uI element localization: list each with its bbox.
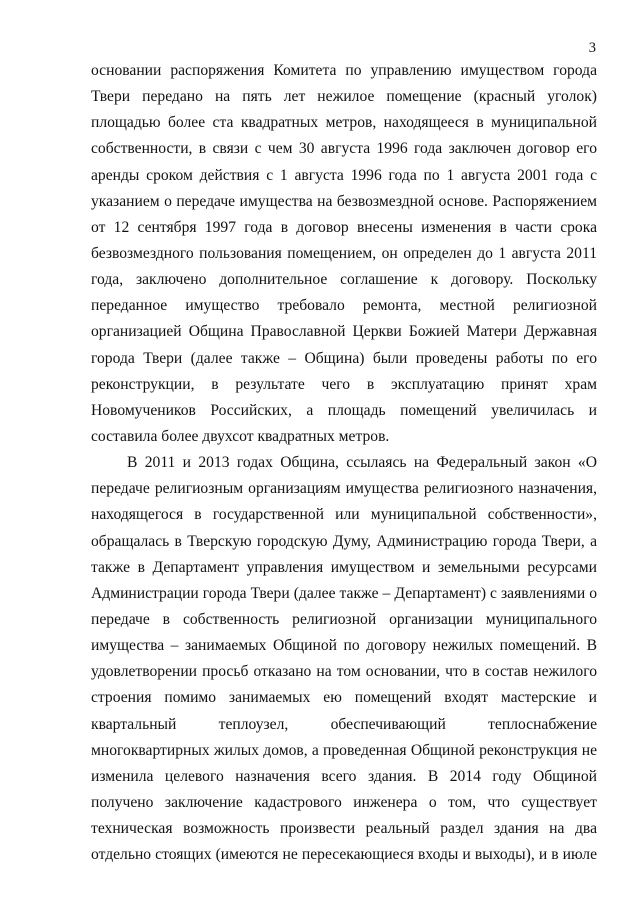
text-line: Новомучеников Российских, а площадь помещений увеличилась и bbox=[91, 401, 597, 419]
text-line: В 2011 и 2013 годах Община, ссылаясь на Федеральный закон «О bbox=[127, 454, 597, 472]
text-line: находящегося в государственной или муниципальной собственности», bbox=[91, 506, 597, 524]
text-line: техническая возможность произвести реальный раздел здания на два bbox=[91, 820, 597, 838]
text-line: отдельно стоящих (имеются не пересекающиеся входы и выходы), и в июле bbox=[91, 846, 597, 864]
document-body bbox=[91, 58, 597, 868]
text-line: аренды сроком действия с 1 августа 1996 года по 1 августа 2001 года с bbox=[91, 166, 597, 184]
text-line: также в Департамент управления имуществом и земельными ресурсами bbox=[91, 558, 597, 576]
text-line: Твери передано на пять лет нежилое помещение (красный уголок) bbox=[91, 88, 597, 106]
page-number: 3 bbox=[588, 40, 596, 56]
text-line: переданное имущество требовало ремонта, местной религиозной bbox=[91, 297, 597, 315]
text-line: площадью более ста квадратных метров, находящееся в муниципальной bbox=[91, 114, 597, 132]
text-line: от 12 сентября 1997 года в договор внесены изменения в части срока bbox=[91, 218, 597, 236]
text-line: квартальный теплоузел, обеспечивающий теплоснабжение bbox=[91, 715, 597, 733]
text-line: безвозмездного пользования помещением, он определен до 1 августа 2011 bbox=[91, 244, 597, 262]
text-line: города Твери (далее также – Община) были проведены работы по его bbox=[91, 349, 597, 367]
text-line: передаче в собственность религиозной организации муниципального bbox=[91, 610, 597, 628]
paragraph-1 bbox=[91, 58, 597, 450]
text-line: указанием о передаче имущества на безвозмездной основе. Распоряжением bbox=[91, 192, 597, 210]
paragraph-2 bbox=[91, 450, 597, 868]
text-line: основании распоряжения Комитета по управлению имуществом города bbox=[91, 62, 597, 79]
text-line: удовлетворении просьб отказано на том основании, что в состав нежилого bbox=[91, 663, 597, 681]
text-line: собственности, в связи с чем 30 августа 1996 года заключен договор его bbox=[91, 140, 597, 158]
text-line: составила более двухсот квадратных метров. bbox=[91, 427, 390, 445]
text-line: реконструкции, в результате чего в эксплуатацию принят храм bbox=[91, 375, 597, 393]
text-line: передаче религиозным организациям имущества религиозного назначения, bbox=[91, 480, 597, 498]
text-line: получено заключение кадастрового инженера о том, что существует bbox=[91, 793, 597, 811]
text-line: имущества – занимаемых Общиной по договору нежилых помещений. В bbox=[91, 637, 597, 655]
text-line: строения помимо занимаемых ею помещений входят мастерские и bbox=[91, 689, 597, 707]
text-line: организацией Община Православной Церкви Божией Матери Державная bbox=[91, 323, 597, 341]
text-line: года, заключено дополнительное соглашение к договору. Поскольку bbox=[91, 271, 597, 289]
text-line: многоквартирных жилых домов, а проведенная Общиной реконструкция не bbox=[91, 741, 597, 759]
text-line: обращалась в Тверскую городскую Думу, Администрацию города Твери, а bbox=[91, 532, 597, 550]
text-line: изменила целевого назначения всего здания. В 2014 году Общиной bbox=[91, 767, 597, 785]
text-line: Администрации города Твери (далее также – Департамент) с заявлениями о bbox=[91, 584, 597, 602]
